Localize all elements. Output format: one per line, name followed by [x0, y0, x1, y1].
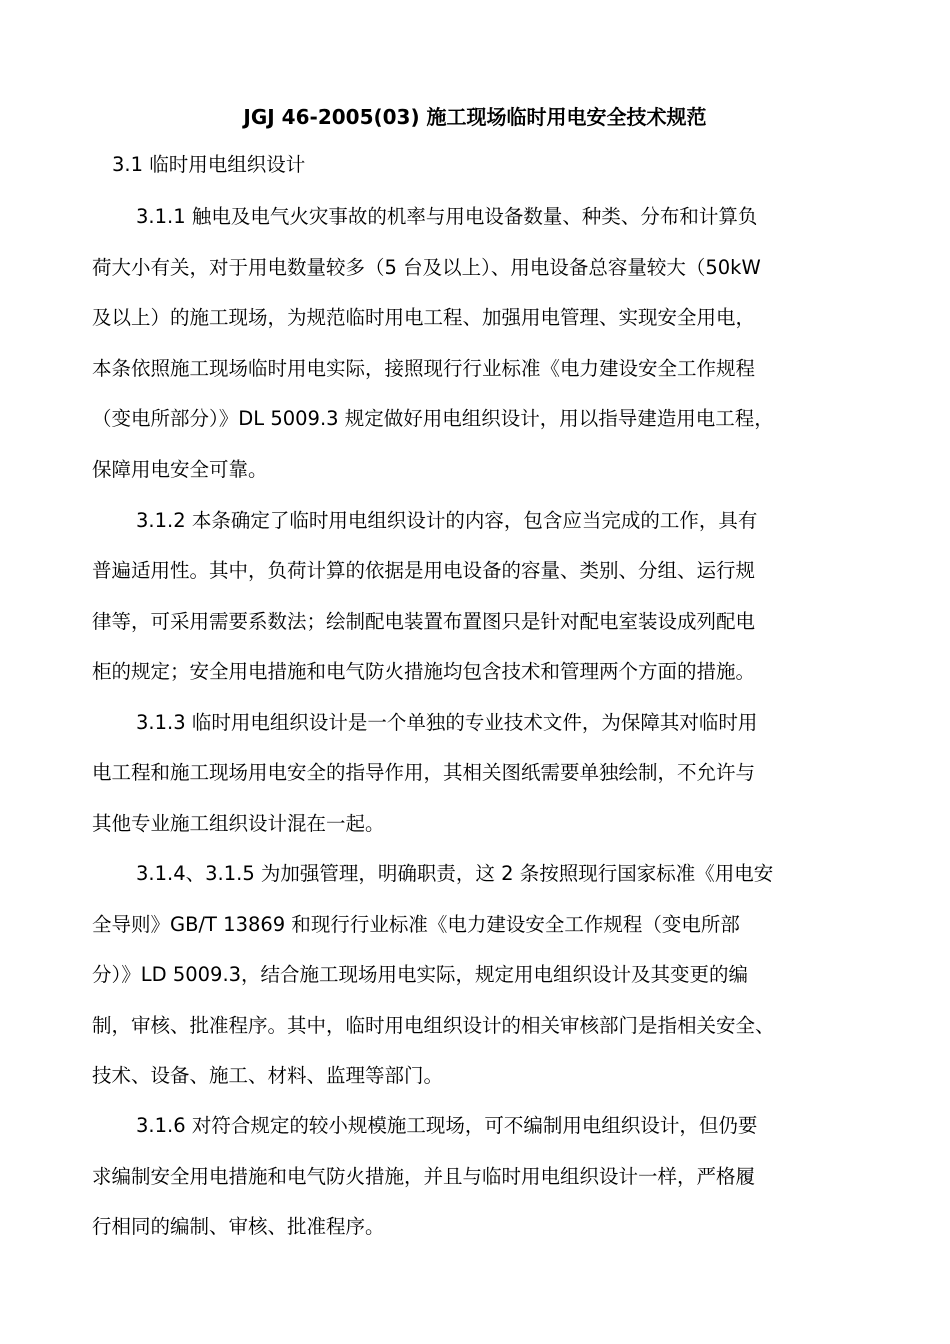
paragraph-line: 3.1.2 本条确定了临时用电组织设计的内容，包含应当完成的工作，具有 [136, 509, 758, 532]
paragraph-line: 3.1.6 对符合规定的较小规模施工现场，可不编制用电组织设计，但仍要 [136, 1114, 758, 1137]
paragraph-line: 求编制安全用电措施和电气防火措施，并且与临时用电组织设计一样，严格履 [92, 1165, 756, 1188]
paragraph-line: 及以上）的施工现场，为规范临时用电工程、加强用电管理、实现安全用电， [92, 306, 756, 329]
paragraph-line: 其他专业施工组织设计混在一起。 [92, 812, 385, 835]
paragraph-line: 本条依照施工现场临时用电实际，接照现行行业标准《电力建设安全工作规程 [92, 357, 756, 380]
section-heading: 3.1 临时用电组织设计 [112, 153, 306, 176]
paragraph-line: （变电所部分）》DL 5009.3 规定做好用电组织设计，用以指导建造用电工程， [92, 407, 774, 430]
document-title: JGJ 46-2005(03) 施工现场临时用电安全技术规范 [243, 105, 707, 129]
paragraph-line: 律等，可采用需要系数法；绘制配电装置布置图只是针对配电室装设成列配电 [92, 610, 756, 633]
paragraph-line: 分）》LD 5009.3，结合施工现场用电实际，规定用电组织设计及其变更的编 [92, 963, 749, 986]
paragraph-line: 普遍适用性。其中，负荷计算的依据是用电设备的容量、类别、分组、运行规 [92, 559, 756, 582]
paragraph-line: 制，审核、批准程序。其中，临时用电组织设计的相关审核部门是指相关安全、 [92, 1014, 775, 1037]
paragraph-line: 3.1.3 临时用电组织设计是一个单独的专业技术文件，为保障其对临时用 [136, 711, 758, 734]
paragraph-line: 荷大小有关，对于用电数量较多（5 台及以上）、用电设备总容量较大（50kW [92, 256, 761, 279]
paragraph-line: 技术、设备、施工、材料、监理等部门。 [92, 1064, 444, 1087]
paragraph-line: 柜的规定；安全用电措施和电气防火措施均包含技术和管理两个方面的措施。 [92, 660, 756, 683]
paragraph-line: 电工程和施工现场用电安全的指导作用，其相关图纸需要单独绘制，不允许与 [92, 761, 756, 784]
paragraph-line: 保障用电安全可靠。 [92, 458, 268, 481]
paragraph-line: 全导则》GB/T 13869 和现行行业标准《电力建设安全工作规程（变电所部 [92, 913, 740, 936]
paragraph-line: 3.1.4、3.1.5 为加强管理，明确职责，这 2 条按照现行国家标准《用电安 [136, 862, 774, 885]
paragraph-line: 3.1.1 触电及电气火灾事故的机率与用电设备数量、种类、分布和计算负 [136, 205, 758, 228]
paragraph-line: 行相同的编制、审核、批准程序。 [92, 1215, 385, 1238]
